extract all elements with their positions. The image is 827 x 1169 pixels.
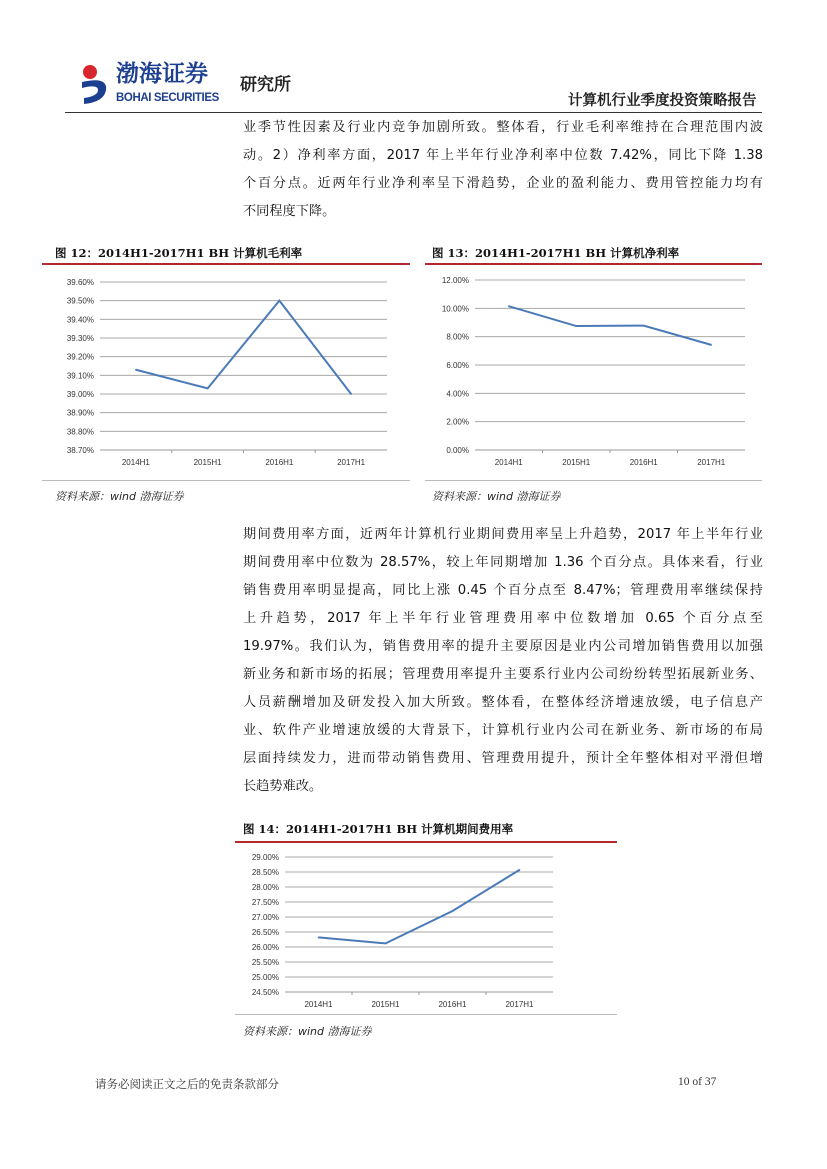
figure-14-bottom-rule <box>235 1014 617 1015</box>
x-tick-label: 2015H1 <box>193 458 222 467</box>
y-tick-label: 38.90% <box>66 408 94 418</box>
series-line <box>136 301 351 394</box>
logo-en: BOHAI SECURITIES <box>116 92 219 104</box>
x-tick-label: 2014H1 <box>304 1000 333 1009</box>
y-tick-label: 25.50% <box>251 958 279 967</box>
x-tick-label: 2017H1 <box>337 458 366 467</box>
logo-cn: 渤海证券 <box>116 60 208 87</box>
data-point <box>452 910 454 912</box>
y-tick-label: 38.70% <box>66 446 94 455</box>
paragraph-line: 人员薪酬增加及研发投入加大所致。整体看，在整体经济增速放缓，电子信息产 <box>243 695 763 710</box>
figure-12-rule <box>42 263 410 265</box>
x-tick-label: 2016H1 <box>629 458 658 467</box>
institute-label: 研究所 <box>240 75 291 95</box>
paragraph-line: 销售费用率明显提高，同比上涨 0.45 个百分点至 8.47%；管理费用率继续保持 <box>243 583 763 598</box>
y-tick-label: 28.50% <box>251 868 279 877</box>
y-tick-label: 2.00% <box>446 417 469 427</box>
data-point <box>385 943 387 945</box>
paragraph-line: 动。2）净利率方面，2017 年上半年行业净利率中位数 7.42%，同比下降 1.38 <box>243 148 763 163</box>
paragraph-line: 19.97%。我们认为，销售费用率的提升主要原因是业内公司增加销售费用以加强 <box>243 639 763 654</box>
data-point <box>279 300 281 302</box>
paragraph-line: 业季节性因素及行业内竞争加剧所致。整体看，行业毛利率维持在合理范围内波 <box>243 120 763 135</box>
data-point <box>135 369 137 371</box>
x-tick-label: 2016H1 <box>265 458 294 467</box>
y-tick-label: 39.30% <box>66 334 94 343</box>
paragraph-line: 期间费用率方面，近两年计算机行业期间费用率呈上升趋势，2017 年上半年行业 <box>243 527 763 542</box>
y-tick-label: 4.00% <box>446 389 469 399</box>
y-tick-label: 10.00% <box>441 304 469 314</box>
figure-12-caption: 图 12：2014H1-2017H1 BH 计算机毛利率 <box>55 246 303 260</box>
y-tick-label: 26.50% <box>251 928 279 937</box>
logo-mark-icon <box>78 62 112 106</box>
data-point <box>710 344 712 346</box>
paragraph-line: 不同程度下降。 <box>243 204 336 219</box>
data-point <box>350 393 352 395</box>
figure-13-source: 资料来源：wind 渤海证券 <box>432 490 561 503</box>
x-tick-label: 2015H1 <box>562 458 591 467</box>
y-tick-label: 25.00% <box>251 973 279 982</box>
figure-13-chart <box>425 268 762 473</box>
x-tick-label: 2015H1 <box>371 1000 400 1009</box>
y-tick-label: 27.00% <box>251 913 279 922</box>
y-tick-label: 39.50% <box>66 296 94 306</box>
paragraph-line: 个百分点。近两年行业净利率呈下滑趋势，企业的盈利能力、费用管控能力均有 <box>243 176 763 191</box>
figure-14-source: 资料来源：wind 渤海证券 <box>243 1025 372 1038</box>
y-tick-label: 39.60% <box>66 278 94 287</box>
data-point <box>575 325 577 327</box>
paragraph-line: 期间费用率中位数为 28.57%，较上年同期增加 1.36 个百分点。具体来看，行业 <box>243 555 763 570</box>
footer-disclaimer: 请务必阅读正文之后的免责条款部分 <box>95 1077 279 1091</box>
y-tick-label: 6.00% <box>446 361 469 370</box>
data-point <box>318 937 320 939</box>
body-paragraph-2 <box>243 521 763 801</box>
paragraph-line: 上升趋势，2017 年上半年行业管理费用率中位数增加 0.65 个百分点至 <box>243 611 763 626</box>
y-tick-label: 27.50% <box>251 898 279 907</box>
bohai-logo <box>78 60 228 108</box>
y-tick-label: 29.00% <box>251 853 279 862</box>
y-tick-label: 8.00% <box>446 332 469 342</box>
paragraph-line: 业、软件产业增速放缓的大背景下，计算机行业内公司在新业务、新市场的布局 <box>243 723 763 738</box>
y-tick-label: 0.00% <box>446 446 469 455</box>
header-divider <box>65 112 762 113</box>
data-point <box>207 388 209 390</box>
page-number: 10 of 37 <box>678 1076 717 1088</box>
figure-13-rule <box>425 263 762 265</box>
y-tick-label: 24.50% <box>251 988 279 997</box>
y-tick-label: 39.40% <box>66 315 94 325</box>
paragraph-line: 长趋势难改。 <box>243 779 323 794</box>
figure-12-chart <box>42 268 410 473</box>
data-point <box>508 305 510 307</box>
x-tick-label: 2017H1 <box>697 458 726 467</box>
figure-12-bottom-rule <box>42 480 410 481</box>
series-line <box>509 306 712 345</box>
x-tick-label: 2016H1 <box>438 1000 467 1009</box>
y-tick-label: 39.10% <box>66 371 94 381</box>
figure-14-chart <box>235 845 617 1010</box>
data-point <box>519 869 521 871</box>
body-paragraph-1 <box>243 114 763 226</box>
report-title: 计算机行业季度投资策略报告 <box>568 93 757 109</box>
y-tick-label: 26.00% <box>251 943 279 952</box>
data-point <box>643 325 645 327</box>
y-tick-label: 38.80% <box>66 427 94 437</box>
figure-14-caption: 图 14：2014H1-2017H1 BH 计算机期间费用率 <box>243 822 514 836</box>
x-tick-label: 2014H1 <box>121 458 150 467</box>
figure-13-caption: 图 13：2014H1-2017H1 BH 计算机净利率 <box>432 246 680 260</box>
figure-14-rule <box>235 841 617 843</box>
figure-12-source: 资料来源：wind 渤海证券 <box>55 490 184 503</box>
paragraph-line: 层面持续发力，进而带动销售费用、管理费用提升，预计全年整体相对平滑但增 <box>243 751 763 766</box>
y-tick-label: 39.20% <box>66 352 94 362</box>
x-tick-label: 2017H1 <box>505 1000 534 1009</box>
y-tick-label: 12.00% <box>441 276 469 285</box>
paragraph-line: 新业务和新市场的拓展；管理费用率提升主要系行业内公司纷纷转型拓展新业务、 <box>243 667 763 682</box>
x-tick-label: 2014H1 <box>494 458 523 467</box>
y-tick-label: 28.00% <box>251 883 279 892</box>
figure-13-bottom-rule <box>425 480 762 481</box>
y-tick-label: 39.00% <box>66 390 94 399</box>
